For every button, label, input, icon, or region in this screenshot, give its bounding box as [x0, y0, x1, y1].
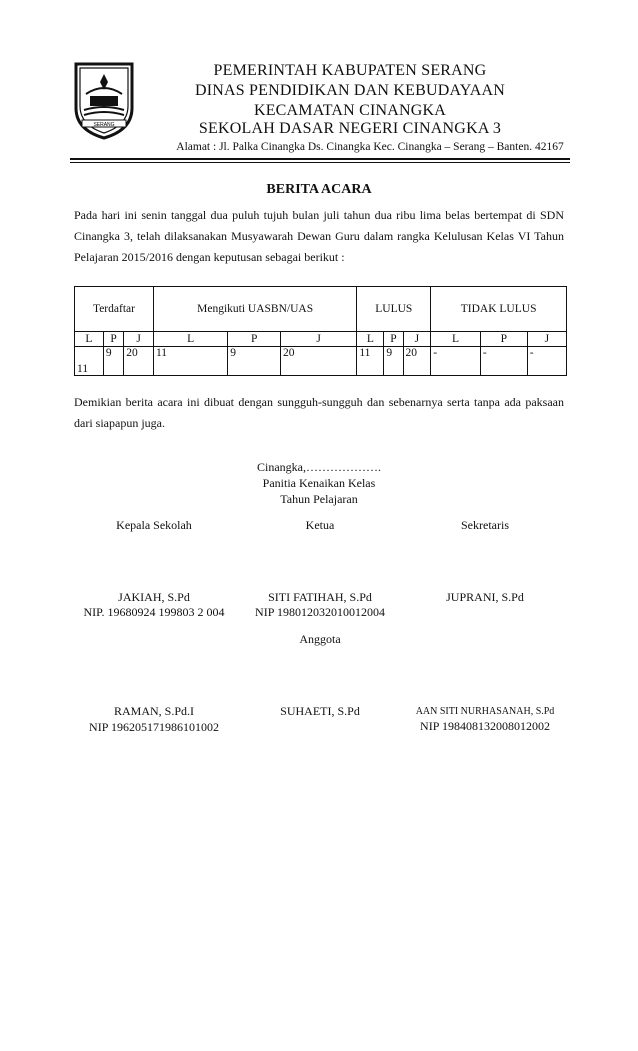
role-secretary: Sekretaris	[461, 518, 509, 532]
secretary-name: JUPRANI, S.Pd	[446, 590, 524, 604]
value-cell: 11	[75, 347, 104, 376]
header-divider-thick	[70, 158, 570, 160]
value-cell: 9	[228, 347, 281, 376]
opening-paragraph: Pada hari ini senin tanggal dua puluh tujuh bulan juli tahun dua ribu lima belas bertempat di SDN Cinangka 3, telah dilaksanakan Musyawarah Dewan Guru dalam rangka Kelulusan Kelas VI Tahun Pelajaran 2015/2016 dengan keputusan sebagai berikut :	[74, 208, 564, 264]
member3-nip: NIP 198408132008012002	[420, 719, 550, 733]
value-cell: 20	[281, 347, 357, 376]
graduation-table	[74, 286, 567, 376]
header-registered: Terdaftar	[75, 287, 154, 332]
header-passed: LULUS	[357, 287, 431, 332]
value-cell: 20	[403, 347, 431, 376]
document-title: BERITA ACARA	[266, 182, 372, 197]
value-cell: 11	[153, 347, 227, 376]
role-member: Anggota	[299, 632, 341, 646]
sub-header: J	[281, 332, 357, 347]
sub-header: L	[431, 332, 481, 347]
header-government: PEMERINTAH KABUPATEN SERANG	[213, 62, 487, 79]
header-school: SEKOLAH DASAR NEGERI CINANGKA 3	[198, 120, 502, 137]
sub-header: P	[480, 332, 527, 347]
sub-header: P	[384, 332, 403, 347]
value-cell: -	[527, 347, 566, 376]
chair-name: SITI FATIHAH, S.Pd	[268, 590, 372, 604]
member1-name: RAMAN, S.Pd.I	[113, 704, 194, 718]
value-cell: 9	[384, 347, 403, 376]
committee-label: Panitia Kenaikan Kelas	[262, 476, 376, 490]
headmaster-name: JAKIAH, S.Pd	[118, 590, 190, 604]
value-cell: 11	[357, 347, 384, 376]
header-department: DINAS PENDIDIKAN DAN KEBUDAYAAN	[194, 82, 506, 99]
headmaster-nip: NIP. 19680924 199803 2 004	[83, 605, 225, 619]
sub-header: J	[527, 332, 566, 347]
year-label: Tahun Pelajaran	[280, 492, 358, 506]
value-cell: 20	[124, 347, 154, 376]
value-cell: -	[431, 347, 481, 376]
header-district: KECAMATAN CINANGKA	[253, 102, 447, 119]
svg-text:SERANG: SERANG	[93, 122, 115, 128]
header-participated: Mengikuti UASBN/UAS	[153, 287, 356, 332]
role-chair: Ketua	[305, 518, 335, 532]
member1-nip: NIP 196205171986101002	[89, 720, 219, 734]
value-cell: -	[480, 347, 527, 376]
sub-header: P	[103, 332, 123, 347]
member2-name: SUHAETI, S.Pd	[280, 704, 360, 718]
role-headmaster: Kepala Sekolah	[116, 518, 192, 532]
sub-header: P	[228, 332, 281, 347]
sub-header: L	[153, 332, 227, 347]
place-date: Cinangka,……………….	[257, 460, 381, 474]
value-cell: 9	[103, 347, 123, 376]
sub-header: L	[75, 332, 104, 347]
header-address: Alamat : Jl. Palka Cinangka Ds. Cinangka Kec. Cinangka – Serang – Banten. 42167	[176, 141, 564, 153]
sub-header: L	[357, 332, 384, 347]
sub-header: J	[124, 332, 154, 347]
sub-header: J	[403, 332, 431, 347]
header-divider-thin	[70, 162, 570, 163]
header-not-passed: TIDAK LULUS	[431, 287, 567, 332]
member3-name: AAN SITI NURHASANAH, S.Pd	[415, 706, 555, 717]
closing-paragraph: Demikian berita acara ini dibuat dengan sungguh-sungguh dan sebenarnya serta tanpa ada paksaan dari siapapun juga.	[74, 395, 564, 430]
chair-nip: NIP 198012032010012004	[255, 605, 385, 619]
